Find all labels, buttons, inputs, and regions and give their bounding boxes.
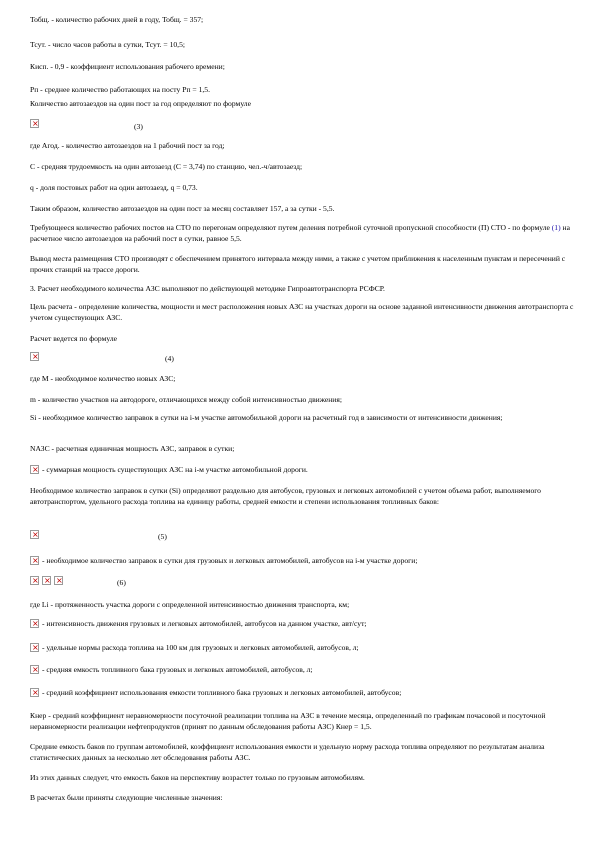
- paragraph: Количество автозаездов на один пост за год определяют по формуле: [30, 99, 251, 108]
- equation-number: (6): [117, 578, 126, 587]
- broken-image-icon: [30, 119, 39, 128]
- paragraph: NАЗС - расчетная единичная мощность АЗС, заправок в сутки;: [30, 444, 235, 453]
- paragraph: q - доля постовых работ на один автозаезд, q = 0,73.: [30, 183, 198, 192]
- paragraph: Si - необходимое количество заправок в сутки на i-м участке автомобильной дороги на расчетный год в зависимости от интенсивности движения;: [30, 413, 503, 422]
- paragraph: Вывод места размещения СТО производят с обеспечением принятого интервала между ними, а также с учетом приближения к населенным пунктам и пересечений с прочих станций на трассе дороги.: [30, 254, 566, 274]
- paragraph: Из этих данных следует, что емкость баков на перспективу возрастет только по грузовым автомобилям.: [30, 773, 365, 782]
- paragraph: В расчетах были приняты следующие численные значения:: [30, 793, 223, 802]
- sto-text-after: на расчетное число автозаездов на рабочий пост в сутки, равное 5,5.: [30, 223, 570, 243]
- equation-number: (3): [134, 122, 143, 131]
- paragraph: где Агод. - количество автозаездов на 1 рабочий пост за год;: [30, 141, 225, 150]
- paragraph: - средняя емкость топливного бака грузовых и легковых автомобилей, автобусов, л;: [42, 665, 313, 674]
- formula-reference-link[interactable]: (1): [551, 223, 561, 232]
- paragraph: - суммарная мощность существующих АЗС на i-м участке автомобильной дороги.: [42, 465, 308, 474]
- paragraph: m - количество участков на автодороге, отличающихся между собой интенсивностью движения;: [30, 395, 342, 404]
- broken-image-icon: [30, 643, 39, 652]
- broken-image-icon: [30, 530, 39, 539]
- broken-image-icon: [54, 576, 63, 585]
- paragraph: Кнер - средний коэффициент неравномерности посуточной реализации топлива на АЗС в течение месяца, определенный по графикам почасовой и посуточной неравномерности реализации нефтепродуктов (принят по данным обследования работы АЗС) Кнер = 1,5.: [30, 711, 546, 731]
- broken-image-icon: [30, 665, 39, 674]
- broken-image-icon: [30, 619, 39, 628]
- paragraph: - интенсивность движения грузовых и легковых автомобилей, автобусов на данном участке, авт/сут;: [42, 619, 367, 628]
- paragraph: Кисп. - 0,9 - коэффициент использования рабочего времени;: [30, 62, 225, 71]
- paragraph: Средние емкость баков по группам автомобилей, коэффициент использования емкости и удельную норму расхода топлива определяют по результатам анализа статистических данных за несколько лет обследования работы АЗС.: [30, 742, 545, 762]
- equation-number: (4): [165, 354, 174, 363]
- broken-image-icon: [30, 576, 39, 585]
- paragraph: Цель расчета - определение количества, мощности и мест расположения новых АЗС на участках дороги на основе заданной интенсивности движения автотранспорта с учетом существующих АЗС.: [30, 302, 574, 322]
- paragraph: С - средняя трудоемкость на один автозаезд (С = 3,74) по станцию, чел.-ч/автозаезд;: [30, 162, 303, 171]
- equation-number: (5): [158, 532, 167, 541]
- broken-image-icon: [42, 576, 51, 585]
- paragraph: [30, 222, 575, 244]
- sto-text-before: Требующееся количество рабочих постов на СТО по перегонам определяют путем деления потребной суточной пропускной способности (П) СТО - по формуле: [30, 223, 552, 232]
- broken-image-icon: [30, 465, 39, 474]
- paragraph: - удельные нормы расхода топлива на 100 км для грузовых и легковых автомобилей, автобусов, л;: [42, 643, 359, 652]
- paragraph: где Li - протяженность участка дороги с определенной интенсивностью движения транспорта, км;: [30, 600, 350, 609]
- broken-image-icon: [30, 688, 39, 697]
- paragraph: где M - необходимое количество новых АЗС;: [30, 374, 176, 383]
- paragraph: Необходимое количество заправок в сутки (Si) определяют раздельно для автобусов, грузовых и легковых автомобилей с учетом объема работ, выполняемого автотранспортом, удельного расхода топлива на единицу работы, средней емкости и степени использования топливных баков:: [30, 486, 541, 506]
- paragraph: Тсут. - число часов работы в сутки, Тсут. = 10,5;: [30, 40, 185, 49]
- paragraph: - средний коэффициент использования емкости топливного бака грузовых и легковых автомобилей, автобусов;: [42, 688, 402, 697]
- paragraph: - необходимое количество заправок в сутки для грузовых и легковых автомобилей, автобусов на i-м участке дороги;: [42, 556, 418, 565]
- paragraph: Таким образом, количество автозаездов на один пост за месяц составляет 157, а за сутки - 5,5.: [30, 204, 335, 213]
- paragraph: Тобщ. - количество рабочих дней в году, Тобщ. = 357;: [30, 15, 204, 24]
- paragraph: Рп - среднее количество работающих на посту Рп = 1,5.: [30, 85, 210, 94]
- broken-image-icon: [30, 556, 39, 565]
- broken-image-icon: [30, 352, 39, 361]
- paragraph: 3. Расчет необходимого количества АЗС выполняют по действующей методике Гипроавтотранспорта РСФСР.: [30, 284, 385, 293]
- paragraph: Расчет ведется по формуле: [30, 334, 118, 343]
